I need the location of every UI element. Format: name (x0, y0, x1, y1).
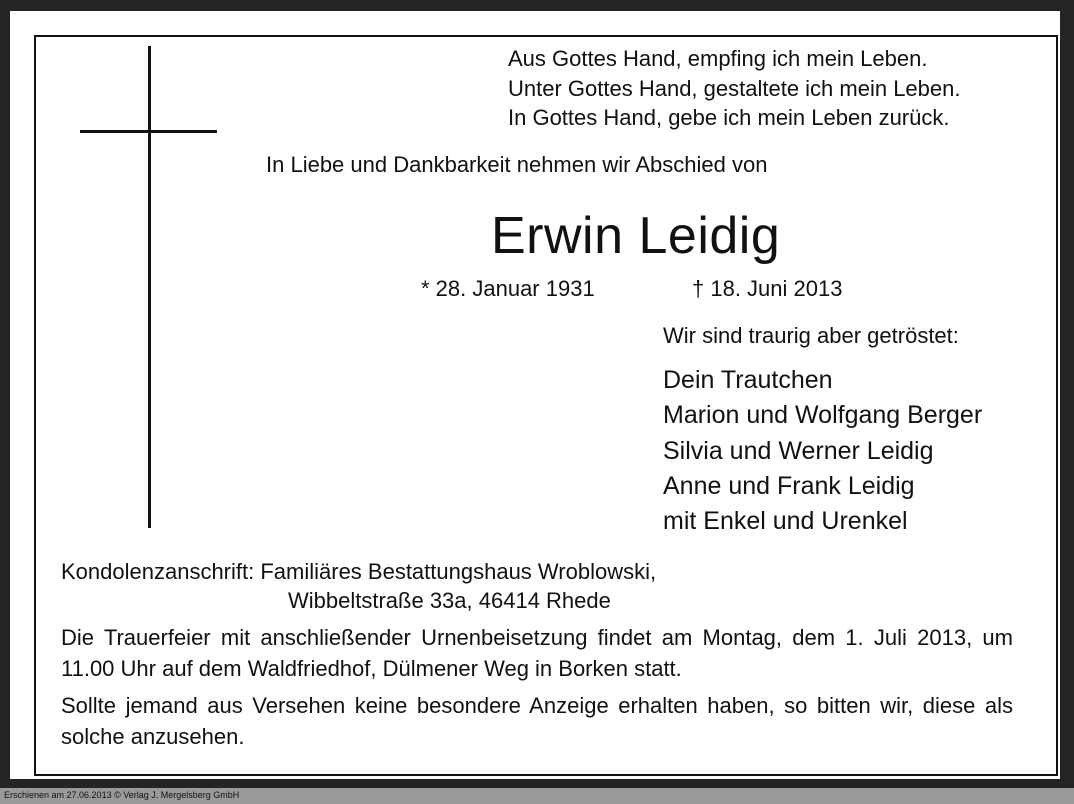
birth-date: * 28. Januar 1931 (421, 276, 595, 301)
cross-icon-horizontal-bar (80, 130, 217, 133)
mourners-intro: Wir sind traurig aber getröstet: (663, 323, 959, 348)
deceased-name: Erwin Leidig (491, 207, 781, 265)
condolence-address-line-2: Wibbeltstraße 33a, 46414 Rhede (288, 588, 611, 613)
cross-icon-vertical-bar (148, 46, 151, 528)
mourner-5: mit Enkel und Urenkel (663, 507, 908, 535)
ceremony-notice: Die Trauerfeier mit anschließender Urnenbeisetzung findet am Montag, dem 1. Juli 2013, um 11.00 Uhr auf dem Waldfriedhof, Dülmener Weg in Borken statt. (61, 625, 1013, 681)
publication-footer (0, 788, 1074, 804)
mourner-1: Dein Trautchen (663, 366, 833, 394)
verse-line-2: Unter Gottes Hand, gestaltete ich mein Leben. (508, 76, 961, 101)
publication-info: Erschienen am 27.06.2013 © Verlag J. Mergelsberg GmbH (4, 790, 240, 800)
farewell-intro: In Liebe und Dankbarkeit nehmen wir Abschied von (266, 152, 768, 177)
missing-notice-note: Sollte jemand aus Versehen keine besondere Anzeige erhalten haben, so bitten wir, diese als solche anzusehen. (61, 693, 1013, 749)
condolence-address-line-1: Kondolenzanschrift: Familiäres Bestattungshaus Wroblowski, (61, 559, 657, 584)
mourner-3: Silvia und Werner Leidig (663, 437, 934, 465)
mourner-2: Marion und Wolfgang Berger (663, 401, 983, 429)
verse-line-3: In Gottes Hand, gebe ich mein Leben zurück. (508, 105, 950, 130)
death-date: † 18. Juni 2013 (692, 276, 843, 301)
mourner-4: Anne und Frank Leidig (663, 472, 915, 500)
verse-line-1: Aus Gottes Hand, empfing ich mein Leben. (508, 46, 928, 71)
